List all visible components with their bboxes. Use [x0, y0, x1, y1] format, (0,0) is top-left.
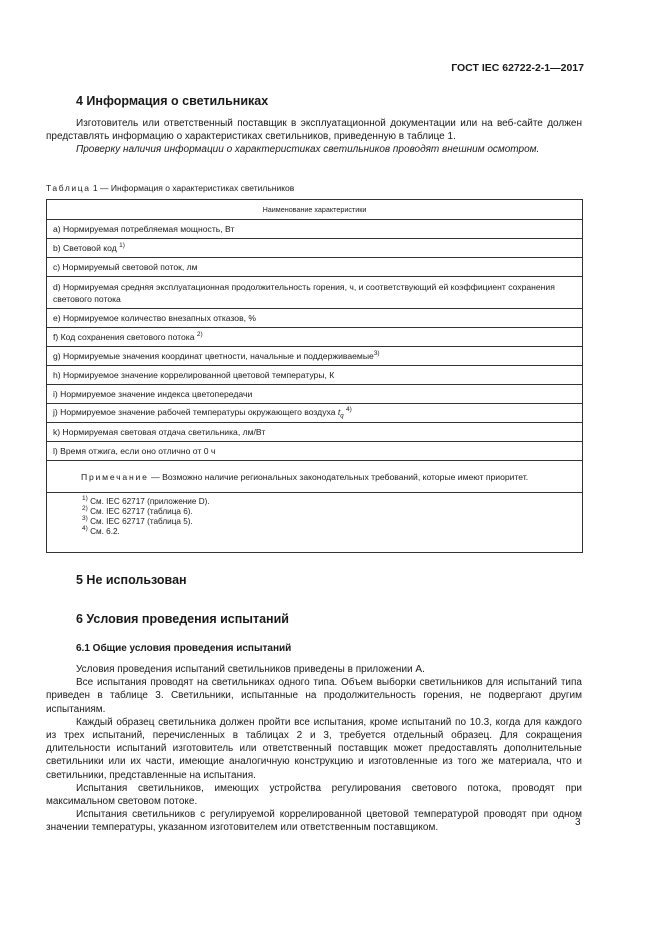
table-row: b) Световой код $^{1)}$ — [47, 239, 583, 258]
subsection-6-1-title: 6.1 Общие условия проведения испытаний — [76, 643, 292, 654]
table-row: j) Нормируемое значение рабочей температуры окружающего воздуха $t_q$ $^{4)}$ — [47, 404, 583, 423]
table-row: c) Нормируемый световой поток, лм — [47, 258, 583, 277]
section-6-body — [46, 663, 582, 835]
paragraph: Все испытания проводят на светильниках одного типа. Объем выборки светильников для испытаний типа приведен в таблице 3. Светильники, испытанные на продолжительность горения, не подвергают другим испытаниям. — [46, 677, 582, 715]
footnote: $^{2)}$ См. IEC 62717 (таблица 6). — [82, 505, 193, 516]
paragraph: Каждый образец светильника должен пройти все испытания, кроме испытаний по 10.3, когда для каждого из трех испытаний, перечисленных в таблицах 2 и 3, требуется отдельный образец. Для сокращения длительности испытаний изготовитель или ответственный поставщик может предоставлять дополнительные светильники или их части, имеющие аналогичную конструкцию и изготовленные из того же материала, что и светильники, представленные на испытания. — [46, 716, 582, 781]
paragraph: Условия проведения испытаний светильников приведены в приложении А. — [76, 664, 425, 675]
table-row: d) Нормируемая средняя эксплуатационная продолжительность горения, ч, и соответствующий ей коэффициент сохранения светового потока — [47, 277, 583, 309]
characteristics-table — [46, 199, 583, 553]
table-row: f) Код сохранения светового потока $^{2)}$ — [47, 328, 583, 347]
table-caption-label: Таблица — [46, 183, 91, 193]
page-number: 3 — [575, 817, 581, 828]
section-4-text: Изготовитель или ответственный поставщик в эксплуатационной документации или на веб-сайте должен представлять информацию о характеристиках светильников, приведенную в таблице 1. — [46, 118, 582, 143]
table-row: a) Нормируемая потребляемая мощность, Вт — [47, 220, 583, 239]
inspection-text: Проверку наличия информации о характеристиках светильников проводят внешним осмотром. — [76, 144, 540, 156]
table-caption — [46, 183, 294, 193]
table-note-row — [47, 461, 583, 493]
table-row: g) Нормируемые значения координат цветности, начальные и поддерживаемые$^{3)}$ — [47, 347, 583, 366]
table-row: e) Нормируемое количество внезапных отказов, % — [47, 309, 583, 328]
note-label: Примечание — [81, 471, 149, 482]
table-caption-text: 1 — Информация о характеристиках светильников — [92, 183, 295, 193]
note-text: — Возможно наличие региональных законодательных требований, которые имеют приоритет. — [151, 471, 529, 482]
section-6-title: 6 Условия проведения испытаний — [76, 612, 289, 626]
table-footnotes-row — [47, 493, 583, 553]
footnote: $^{1)}$ См. IEC 62717 (приложение D). — [82, 495, 210, 506]
document-code: ГОСТ IEC 62722-2-1—2017 — [451, 62, 584, 74]
footnote: $^{3)}$ См. IEC 62717 (таблица 5). — [82, 515, 193, 526]
temperature-symbol: $t_q$ — [337, 406, 344, 420]
table-row: h) Нормируемое значение коррелированной цветовой температуры, К — [47, 366, 583, 385]
section-5-title: 5 Не использован — [76, 573, 187, 587]
section-4-paragraph — [46, 117, 582, 157]
table-row: i) Нормируемое значение индекса цветопередачи — [47, 385, 583, 404]
paragraph: Испытания светильников, имеющих устройства регулирования светового потока, проводят при максимальном световом потоке. — [46, 782, 582, 808]
section-4-title: 4 Информация о светильниках — [76, 94, 269, 108]
footnote: $^{4)}$ См. 6.2. — [82, 525, 120, 536]
table-header: Наименование характеристики — [47, 200, 583, 220]
paragraph: Испытания светильников с регулируемой коррелированной цветовой температурой проводят при одном значении температуры, указанном изготовителем или ответственным поставщиком. — [46, 809, 582, 834]
table-row: l) Время отжига, если оно отлично от 0 ч — [47, 442, 583, 461]
table-row: k) Нормируемая световая отдача светильника, лм/Вт — [47, 423, 583, 442]
